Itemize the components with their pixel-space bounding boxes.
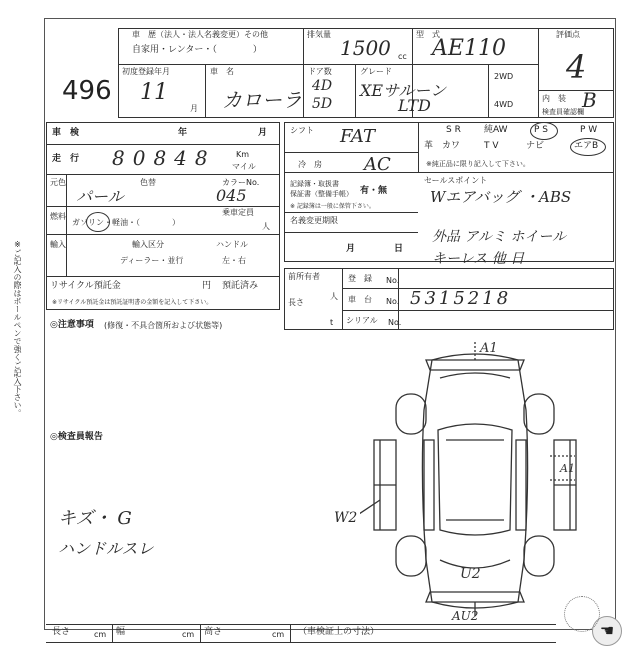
mileage-label: 走 行 [52, 154, 80, 164]
equip-item-kawa: カワ [442, 141, 461, 151]
maintenance-note: ※ 記録簿は一般に保管下さい。 [290, 203, 375, 210]
displacement-label: 排気量 [307, 30, 331, 39]
mileage-unit-km: Km [236, 150, 250, 159]
maintenance-options: 有・無 [360, 186, 388, 196]
registration-label: 車 歴（法人・法人名義変更）その他 [132, 30, 268, 39]
delivery-label: 名義変更期限 [290, 216, 338, 225]
serial-no: No. [388, 318, 402, 327]
rating-value: 4 [566, 48, 587, 86]
recycle-unit: 円 [202, 281, 212, 291]
fuel-options: ガソリン・軽油・（ ） [72, 218, 180, 227]
doors-label: ドア数 [308, 67, 332, 76]
doors-value-bottom: 5D [312, 96, 333, 112]
equip-airbag-circle [570, 138, 606, 156]
aircon-label: 冷 房 [298, 160, 322, 169]
damage-mark-bottom2: AU2 [452, 609, 479, 620]
damage-mark-left: W2 [334, 510, 358, 526]
seats-label: 乗車定員 [222, 208, 254, 217]
first-reg-month-unit: 月 [190, 104, 198, 113]
first-reg-month-value: 11 [140, 80, 168, 105]
car-name-label: 車 名 [210, 67, 234, 76]
fuel-label: 燃料 [50, 212, 66, 221]
shaken-year: 年 [178, 128, 188, 138]
equip-header-sr: S R [446, 125, 461, 135]
aircon-value: AC [364, 154, 391, 175]
fuel-selected-circle [86, 212, 110, 232]
serial-label: シリアル [346, 316, 378, 325]
zoom-circle-icon [564, 596, 600, 632]
selling-point-3: キーレス 他 日 [432, 251, 525, 267]
vin-label: 車 台 [348, 295, 372, 304]
color-label-change: 色替 [140, 178, 156, 187]
interior-label: 内 装 [542, 94, 566, 103]
footer-length-label: 長さ [52, 627, 71, 637]
seats-unit: 人 [262, 222, 270, 231]
equip-header-aw: 純AW [484, 125, 508, 135]
drive-4wd: 4WD [494, 100, 514, 109]
owner-unit: 人 [330, 292, 338, 301]
recycle-label: リサイクル預託金 [50, 281, 121, 291]
color-label-orig: 元色 [50, 178, 66, 187]
equip-ps-circle [530, 122, 558, 140]
displacement-value: 1500 [340, 36, 391, 60]
vin-no: No. [386, 297, 400, 306]
equip-note: ※純正品に限り記入して下さい。 [426, 160, 530, 168]
length-label: 長さ [288, 298, 304, 307]
notes-label: ◎注意事項 [50, 320, 94, 330]
shaken-month: 月 [258, 128, 268, 138]
vin-value: 5315218 [410, 288, 512, 309]
model-label: 型 式 [416, 30, 440, 39]
shaken-label: 車 検 [52, 128, 80, 138]
rating-label: 評価点 [556, 30, 580, 39]
handle-options: 左・右 [222, 256, 246, 265]
damage-mark-top: A1 [480, 341, 498, 356]
inspector-label: ◎検査員報告 [50, 432, 103, 442]
car-diagram [360, 340, 590, 620]
grade-value-1: XEサルーン [360, 81, 446, 100]
equip-item-navi: ナビ [526, 141, 545, 151]
reg-label: 登 録 [348, 274, 372, 283]
displacement-unit: cc [398, 52, 407, 61]
footer-width-unit: cm [182, 630, 195, 639]
color-label-code: カラーNo. [222, 178, 260, 187]
delivery-day: 日 [394, 244, 404, 254]
interior-value: B [582, 88, 597, 112]
inspection-label: 検査員確認欄 [542, 108, 584, 116]
equip-item-leather: 革 [424, 141, 434, 151]
footer-cert-label: （車検証上の寸法） [298, 627, 380, 637]
maintenance-label2: 保証書（整備手帳） [290, 190, 353, 198]
grade-label: グレード [360, 67, 392, 76]
grade-value-2: LTD [398, 96, 431, 115]
damage-mark-right: A1 [560, 462, 575, 475]
damage-mark-bottom: U2 [460, 566, 481, 582]
selling-point-1: Wエアバッグ ・ABS [430, 188, 572, 206]
first-reg-label: 初度登録年月 [122, 67, 170, 76]
hand-cursor-icon[interactable]: ☚ [592, 616, 622, 646]
usage-label: 自家用・レンター・（ ） [132, 45, 262, 55]
selling-points-label: セールスポイント [424, 176, 488, 185]
length-unit: t [330, 318, 334, 327]
sidebar-note: ※ご記入の際はボールペンで強くご記入下さい。 [13, 240, 22, 417]
equip-header-ps: P S [534, 125, 549, 135]
footer-length-unit: cm [94, 630, 107, 639]
handle-label: ハンドル [216, 240, 248, 249]
reg-no: No. [386, 276, 400, 285]
model-value: AE110 [432, 36, 506, 61]
shift-value: FAT [340, 126, 375, 147]
recycle-note: ※リサイクル預託金は預託証明書の金額を記入して下さい。 [52, 299, 213, 306]
lot-number: 496 [62, 76, 112, 106]
footer-width-label: 幅 [116, 627, 126, 637]
mileage-value: 80848 [112, 146, 216, 170]
color-code-value: 045 [216, 186, 247, 205]
equip-item-airbag: エアB [574, 141, 599, 151]
import-type-label: 輸入区分 [132, 240, 164, 249]
delivery-month: 月 [346, 244, 356, 254]
recycle-deposited: 預託済み [222, 281, 259, 291]
equip-header-pw: P W [580, 125, 598, 135]
car-name-value: カローラ [222, 88, 302, 112]
color-value: パール [76, 187, 124, 206]
footer-height-unit: cm [272, 630, 285, 639]
import-dealer: ディーラー・並行 [120, 256, 184, 265]
drive-2wd: 2WD [494, 72, 514, 81]
import-label: 輸入 [50, 240, 66, 249]
inspector-line-2: ハンドルスレ [58, 539, 154, 558]
selling-point-2: 外品 アルミ ホイール [432, 229, 567, 245]
inspector-line-1: キズ・ G [58, 508, 132, 529]
notes-sub: (修復・不具合箇所および状態等) [104, 321, 223, 330]
doors-value-top: 4D [312, 78, 333, 94]
mileage-unit-mile: マイル [232, 162, 256, 171]
footer-height-label: 高さ [204, 627, 223, 637]
shift-label: シフト [290, 126, 314, 135]
owner-label: 前所有者 [288, 272, 320, 281]
maintenance-label: 記録簿・取扱書 [290, 180, 339, 188]
equip-item-tv: T V [484, 141, 499, 151]
